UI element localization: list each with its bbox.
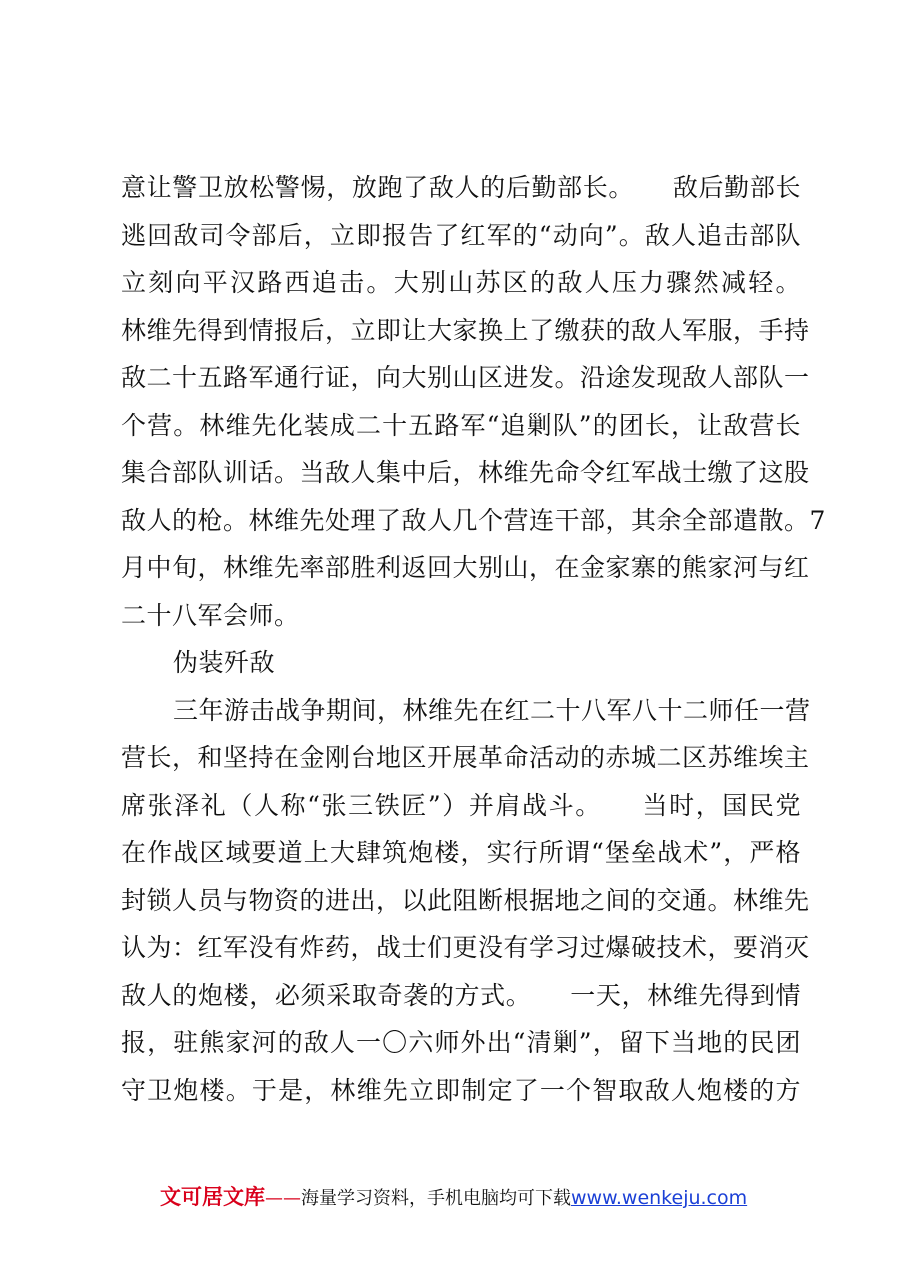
text-line: 封锁人员与物资的进出，以此阻断根据地之间的交通。林维先 — [121, 885, 810, 915]
text-line: 逃回敌司令部后，立即报告了红军的“动向”。敌人追击部队 — [121, 220, 801, 250]
text-line: 敌二十五路军通行证，向大别山区进发。沿途发现敌人部队一 — [121, 363, 810, 392]
text-line: 意让警卫放松警惕，放跑了敌人的后勤部长。 敌后勤部长 — [121, 173, 801, 202]
page-footer — [160, 1183, 747, 1213]
text-line: 敌人的枪。林维先处理了敌人几个营连干部，其余全部遣散。7 — [121, 505, 826, 535]
article-body — [121, 166, 826, 1116]
text-line: 守卫炮楼。于是，林维先立即制定了一个智取敌人炮楼的方 — [121, 1075, 801, 1105]
footer-slogan: 海量学习资料，手机电脑均可下载 — [301, 1188, 571, 1209]
text-line: 林维先得到情报后，立即让大家换上了缴获的敌人军服，手持 — [121, 315, 810, 345]
text-line: 营长，和坚持在金刚台地区开展革命活动的赤城二区苏维埃主 — [121, 743, 810, 772]
text-line: 个营。林维先化装成二十五路军“追剿队”的团长，让敌营长 — [121, 410, 801, 440]
text-line: 敌人的炮楼，必须采取奇袭的方式。 一天，林维先得到情 — [121, 980, 801, 1010]
text-line: 认为：红军没有炸药，战士们更没有学习过爆破技术，要消灭 — [121, 933, 810, 962]
text-line: 月中旬，林维先率部胜利返回大别山，在金家寨的熊家河与红 — [121, 553, 810, 582]
footer-brand: 文可居文库 — [160, 1185, 265, 1209]
text-line: 报，驻熊家河的敌人一〇六师外出“清剿”，留下当地的民团 — [121, 1028, 801, 1057]
text-line: 二十八军会师。 — [121, 600, 300, 630]
section-heading: 伪装歼敌 — [173, 648, 276, 677]
text-line: 立刻向平汉路西追击。大别山苏区的敌人压力骤然减轻。 — [121, 268, 801, 297]
text-line: 在作战区域要道上大肆筑炮楼，实行所谓“堡垒战术”，严格 — [121, 838, 801, 867]
footer-dash: —— — [265, 1188, 301, 1209]
text-line: 三年游击战争期间，林维先在红二十八军八十二师任一营 — [173, 695, 811, 725]
text-line: 席张泽礼（人称“张三铁匠”）并肩战斗。 当时，国民党 — [121, 790, 801, 820]
text-line: 集合部队训话。当敌人集中后，林维先命令红军战士缴了这股 — [121, 458, 810, 487]
footer-website-link[interactable]: www.wenkeju.com — [571, 1187, 748, 1209]
